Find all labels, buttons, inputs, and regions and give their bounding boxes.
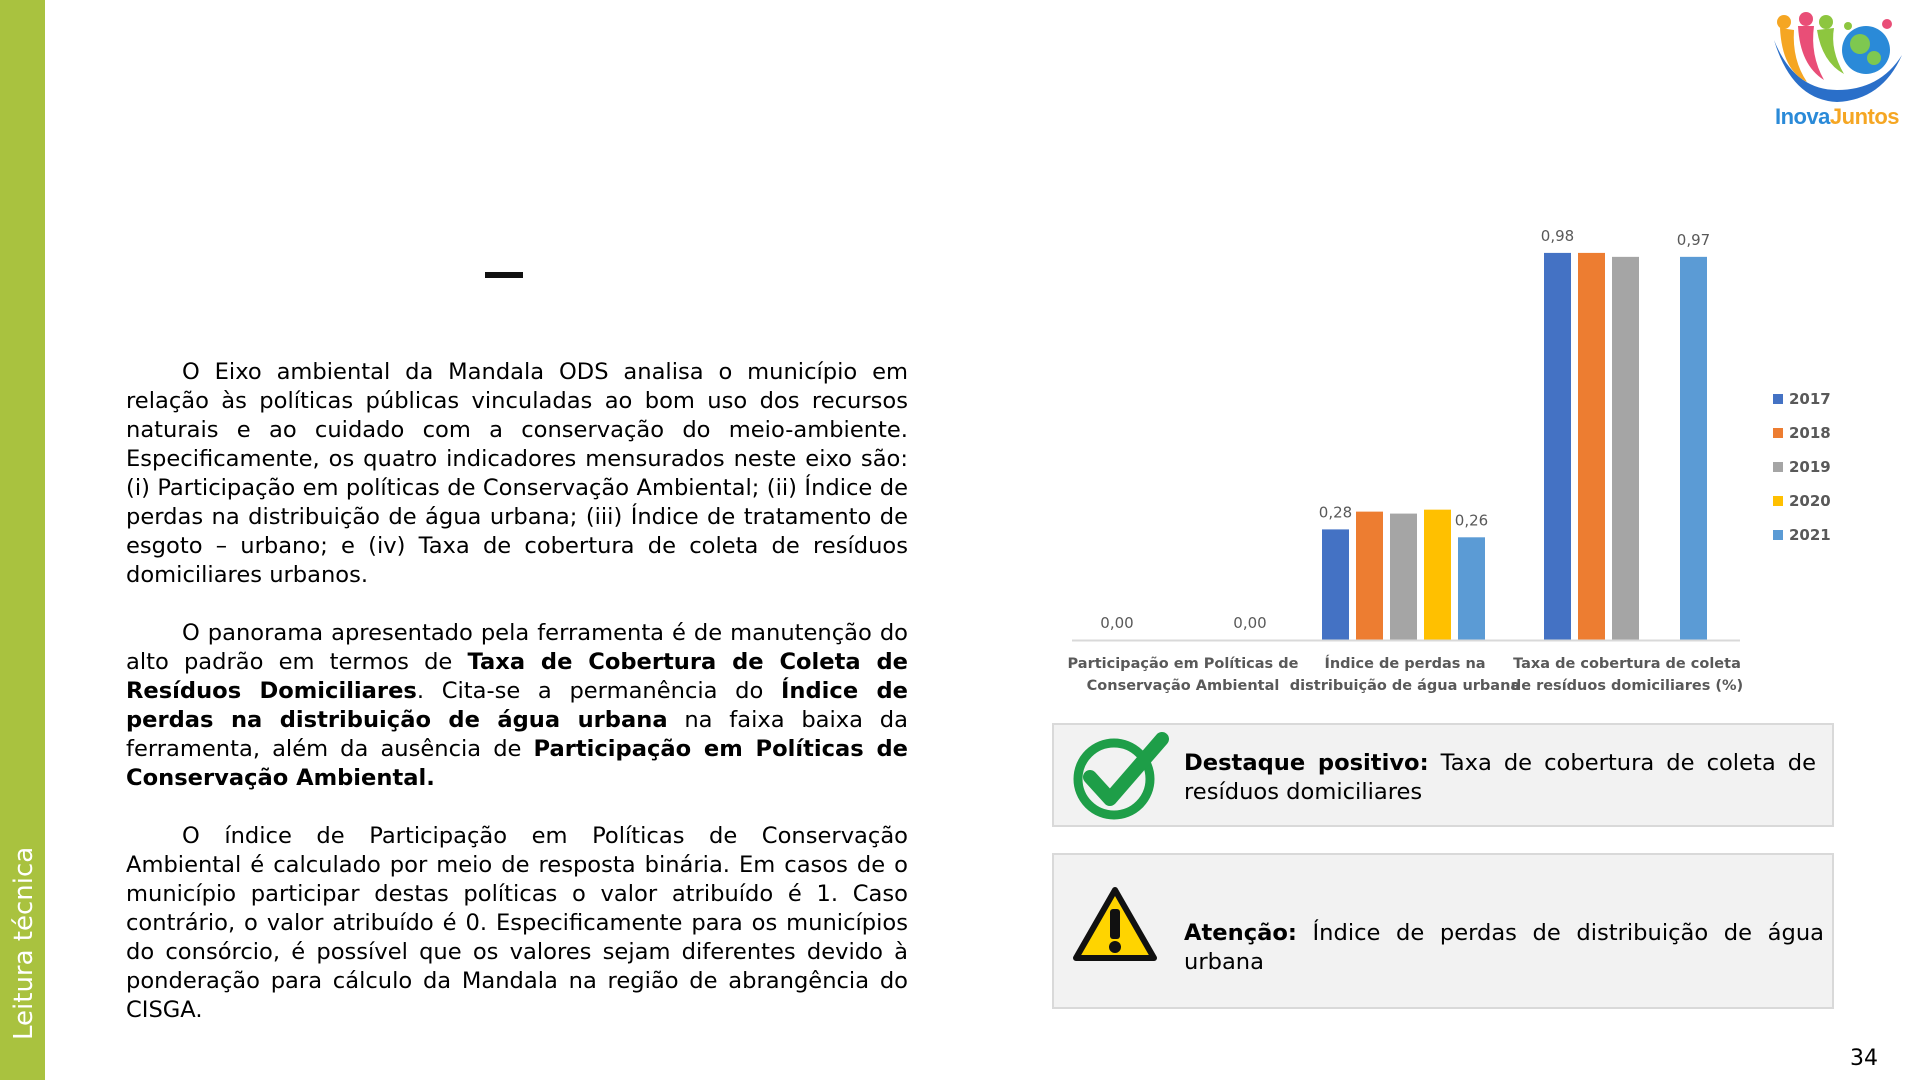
category-label: Índice de perdas na (1324, 656, 1486, 672)
legend-label: 2021 (1789, 526, 1831, 544)
check-icon (1072, 731, 1170, 821)
logo-word-1: Inova (1774, 104, 1830, 129)
sidebar-label: Leitura técnica (9, 846, 39, 1040)
data-label: 0,98 (1540, 226, 1575, 245)
legend-swatch-2021 (1773, 530, 1783, 540)
data-label: 0,28 (1318, 503, 1353, 522)
positive-highlight-card (1052, 723, 1834, 827)
title-dash (485, 272, 523, 278)
legend-swatch-2017 (1773, 394, 1783, 404)
body-bold-run: Participação em Políticas de Conservação Ambiental. (126, 736, 908, 791)
legend-label: 2019 (1789, 458, 1831, 476)
legend-label: 2020 (1789, 492, 1831, 510)
bar-2020-1 (1424, 510, 1451, 640)
body-bold-run: Taxa de Cobertura de Coleta de Resíduos Domiciliares (126, 649, 909, 704)
body-paragraph (126, 358, 908, 590)
legend-label: 2018 (1789, 424, 1831, 442)
indicator-bar-chart (1060, 210, 1880, 710)
bar-2018-1 (1356, 512, 1383, 640)
logo-graphic (1762, 10, 1912, 106)
legend-swatch-2018 (1773, 428, 1783, 438)
body-text-run: na faixa baixa da ferramenta, além da ausência de (126, 707, 908, 762)
body-text-run: . Cita-se a permanência do (416, 678, 782, 704)
body-text-run: O panorama apresentado pela ferramenta é de manutenção do alto padrão em termos de (126, 620, 908, 675)
attention-value: Índice de perdas de distribuição de água urbana (1184, 920, 1824, 975)
bar-2021-2 (1680, 257, 1707, 640)
bar-2019-1 (1390, 514, 1417, 640)
attention-label: Atenção: (1184, 920, 1297, 946)
page-number: 34 (1850, 1046, 1878, 1071)
body-paragraph (126, 822, 908, 1025)
category-label: distribuição de água urbana (1289, 678, 1521, 694)
category-label: Participação em Políticas de (1067, 656, 1299, 672)
category-label: de resíduos domiciliares (%) (1510, 678, 1744, 694)
positive-highlight-text (1184, 749, 1816, 807)
body-paragraph (126, 619, 908, 793)
category-label: Taxa de cobertura de coleta (1513, 656, 1741, 672)
logo-wordmark (1762, 104, 1912, 130)
inova-juntos-logo (1762, 10, 1912, 138)
body-bold-run: Índice de perdas na distribuição de água urbana (126, 678, 908, 733)
data-label: 0,97 (1676, 230, 1711, 249)
bar-2021-1 (1458, 537, 1485, 640)
logo-word-2: Juntos (1829, 104, 1900, 129)
bar-2018-2 (1578, 253, 1605, 640)
positive-highlight-value: Taxa de cobertura de coleta de resíduos domiciliares (1184, 750, 1816, 805)
attention-text (1184, 919, 1824, 977)
category-label: Conservação Ambiental (1086, 678, 1280, 694)
warning-icon (1072, 885, 1158, 963)
positive-highlight-label: Destaque positivo: (1184, 750, 1429, 776)
attention-card (1052, 853, 1834, 1009)
legend-swatch-2020 (1773, 496, 1783, 506)
bar-2019-2 (1612, 257, 1639, 640)
bar-2017-1 (1322, 529, 1349, 640)
data-label: 0,00 (1100, 614, 1134, 632)
legend-swatch-2019 (1773, 462, 1783, 472)
legend-label: 2017 (1789, 390, 1831, 408)
body-text (126, 358, 908, 1054)
body-text-run: O índice de Participação em Políticas de Conservação Ambiental é calculado por meio de resposta binária. Em casos de o município participar destas políticas o valor atribuído é 1. Caso contrário, o valor atribuído é 0. Especificamente para os municípios do consórcio, é possível que os valores sejam diferentes devido à ponderação para cálculo da Mandala na região de abrangência do CISGA. (126, 823, 908, 1023)
sidebar-band (0, 0, 45, 1080)
bar-2017-2 (1544, 253, 1571, 640)
data-label: 0,26 (1454, 511, 1489, 530)
data-label: 0,00 (1233, 614, 1267, 632)
body-text-run: O Eixo ambiental da Mandala ODS analisa o município em relação às políticas públicas vinculadas ao bom uso dos recursos naturais e ao cuidado com a conservação do meio-ambiente. Especificamente, os quatro indicadores mensurados neste eixo são: (i) Participação em políticas de Conservação Ambiental; (ii) Índice de perdas na distribuição de água urbana; (iii) Índice de tratamento de esgoto – urbano; e (iv) Taxa de cobertura de coleta de resíduos domiciliares urbanos. (126, 359, 908, 588)
